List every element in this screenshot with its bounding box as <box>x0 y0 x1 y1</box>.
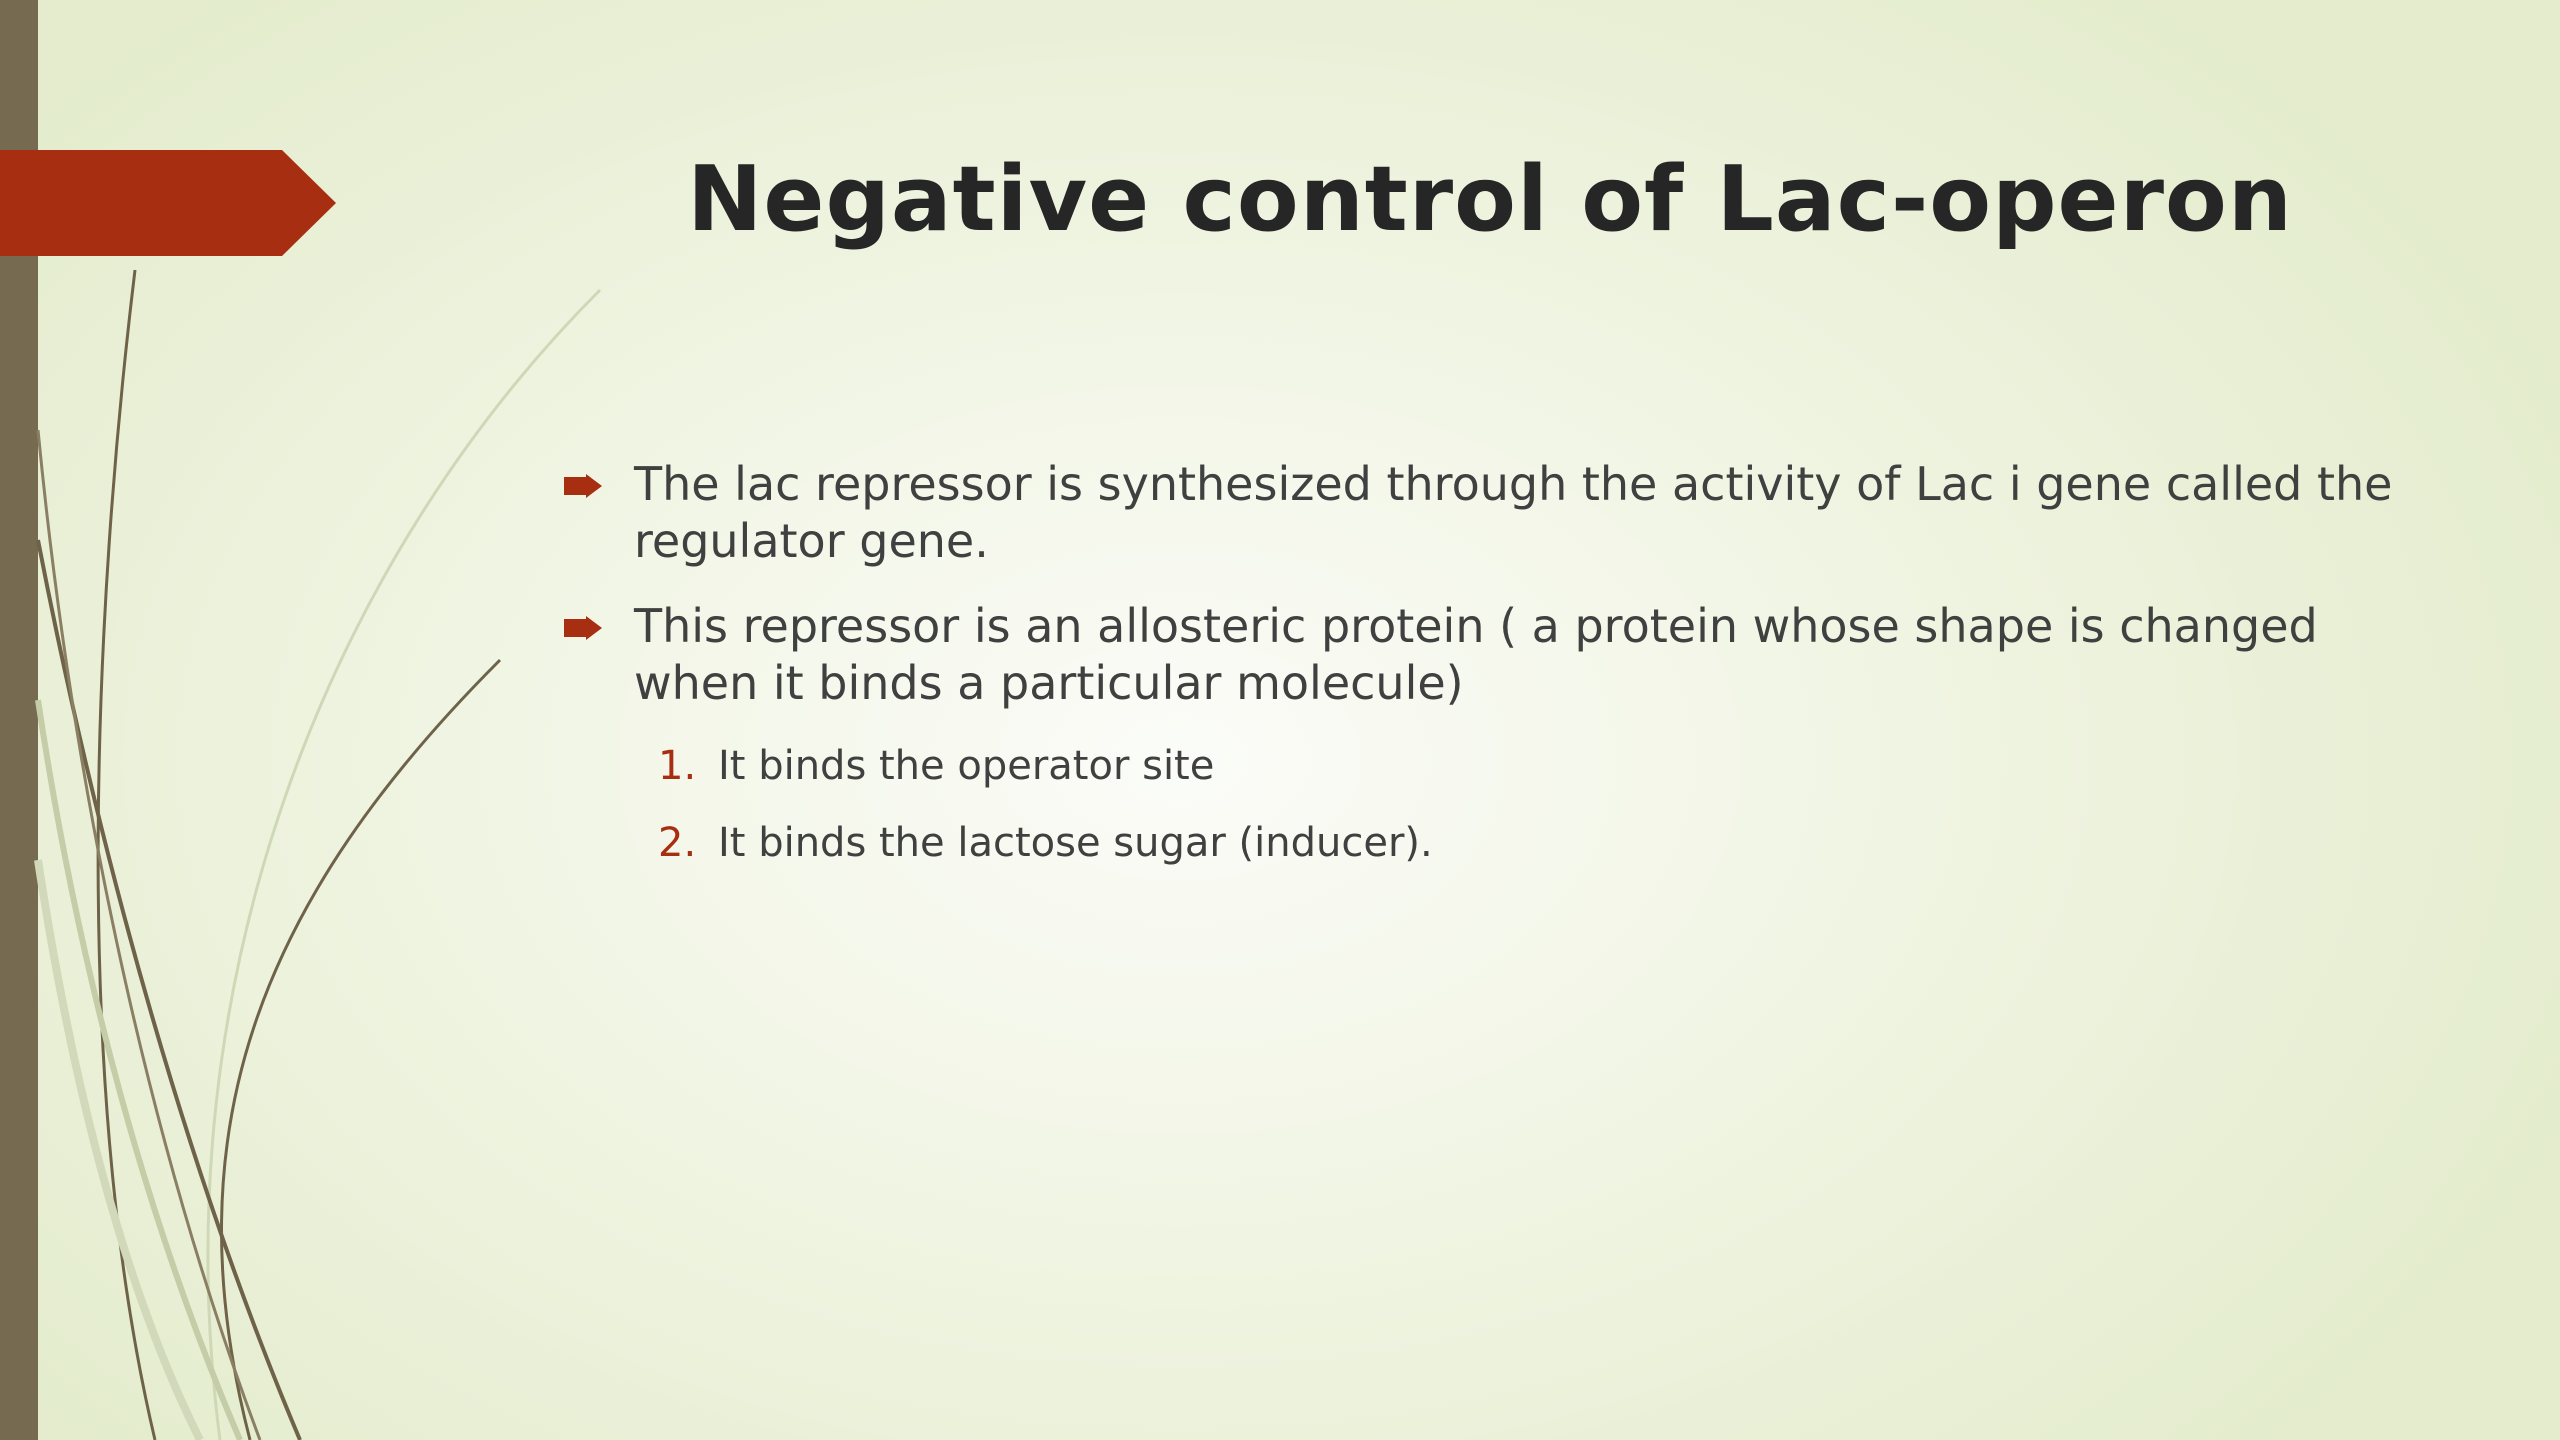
bullet-item <box>560 456 2410 570</box>
item-text: It binds the operator site <box>718 743 1215 789</box>
bullet-text: The lac repressor is synthesized through the activity of Lac i gene called the regulator gene. <box>634 457 2393 568</box>
item-number: 2. <box>658 820 697 866</box>
arrow-bullet-icon <box>564 474 602 498</box>
numbered-item <box>560 817 2410 869</box>
bullet-item <box>560 598 2410 712</box>
arrow-bullet-icon <box>564 616 602 640</box>
bullet-text: This repressor is an allosteric protein ( a protein whose shape is changed when it binds a particular molecule) <box>634 599 2318 710</box>
slide-body <box>560 456 2410 894</box>
slide-title: Negative control of Lac-operon <box>687 147 2293 252</box>
item-number: 1. <box>658 743 697 789</box>
item-text: It binds the lactose sugar (inducer). <box>718 820 1433 866</box>
arrow-banner <box>0 150 336 256</box>
numbered-item <box>560 740 2410 792</box>
